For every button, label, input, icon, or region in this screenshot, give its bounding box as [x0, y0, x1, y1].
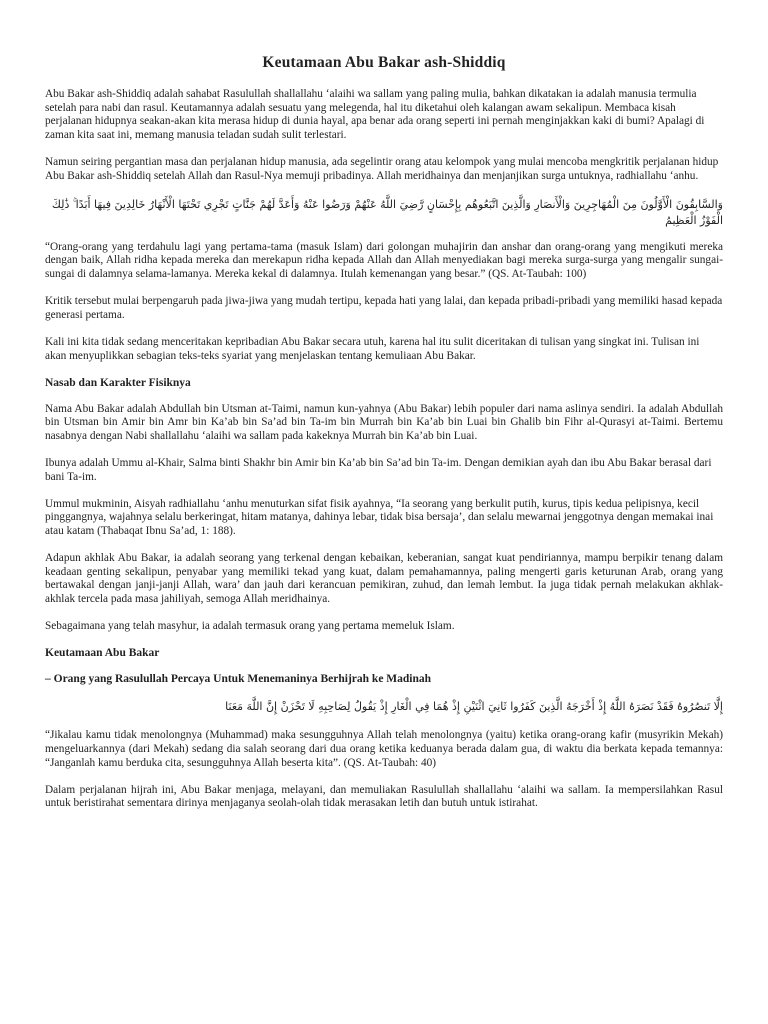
- verse-translation-taubah-100: “Orang-orang yang terdahulu lagi yang pertama-tama (masuk Islam) dari golongan muhajirin dan anshar dan orang-orang yang mengikuti mereka dengan baik, Allah ridha kepada mereka dan merekapun ridha kepada Allah dan Allah menyediakan bagi mereka surga-surga yang mengalir sungai-sungai di dalamnya selama-lamanya. Mereka kekal di dalamnya. Itulah kemenangan yang besar.” (QS. At-Taubah: 100): [45, 240, 723, 280]
- verse-translation-taubah-40: “Jikalau kamu tidak menolongnya (Muhammad) maka sesungguhnya Allah telah menolongnya (yaitu) ketika orang-orang kafir (musyrikin Mekah) mengeluarkannya (dari Mekah) sedang dia salah seorang dari dua orang ketika keduanya berada dalam gua, di waktu dia berkata kepada temannya: “Janganlah kamu berduka cita, sesungguhnya Allah beserta kita”. (QS. At-Taubah: 40): [45, 729, 723, 769]
- hijrah-paragraph: Dalam perjalanan hijrah ini, Abu Bakar menjaga, melayani, dan memuliakan Rasulullah shallallahu ‘alaihi wa sallam. Ia mempersilahkan Rasul untuk beristirahat sementara dirinya menjaganya seolah-olah tidak merasakan letih dan butuh untuk istirahat.: [45, 783, 723, 810]
- criticism-effect-paragraph: Kritik tersebut mulai berpengaruh pada jiwa-jiwa yang mudah tertipu, kepada hati yang lalai, dan kepada pribadi-pribadi yang memiliki hasad kepada generasi pertama.: [45, 295, 723, 321]
- nasab-paragraph: Nama Abu Bakar adalah Abdullah bin Utsman at-Taimi, namun kun-yahnya (Abu Bakar) lebih populer dari nama aslinya sendiri. Ia adalah Abdullah bin Utsman bin Amir bin Amr bin Ka’ab bin Sa’ad bin Ta-im bin Murrah bin Ka’ab bin Luai bin Ghalib bin Fihr al-Qurasyi at-Taimi. Bertemu nasabnya dengan Nabi shallallahu ‘alaihi wa sallam pada kakeknya Murrah bin Ka’ab bin Luai.: [45, 402, 723, 442]
- section-heading-nasab: Nasab dan Karakter Fisiknya: [45, 376, 191, 389]
- section-heading-keutamaan: Keutamaan Abu Bakar: [45, 647, 160, 660]
- character-paragraph: Adapun akhlak Abu Bakar, ia adalah seorang yang terkenal dengan kebaikan, keberanian, sangat kuat pendiriannya, mampu berpikir tenang dalam keadaan genting sekalipun, penyabar yang memiliki tekad yang kuat, dalam pemahamannya, paling mengerti garis keturunan Arab, orang yang bertawakal dengan janji-janji Allah, wara’ dan jauh dari kerancuan pemikiran, zuhud, dan lemah lembut. Ia juga tidak pernah melakukan akhlak-akhlak tercela pada masa jahiliyah, semoga Allah meridhainya.: [45, 552, 723, 605]
- physical-description-paragraph: Ummul mukminin, Aisyah radhiallahu ‘anhu menuturkan sifat fisik ayahnya, “Ia seorang yang berkulit putih, kurus, tipis kedua pelipisnya, kecil pinggangnya, wajahnya selalu berkeringat, hitam matanya, dahinya lebar, tidak bisa bersaja’, dan selalu mewarnai jenggotnya dengan memakai inai atau katam (Thabaqat Ibnu Sa’ad, 1: 188).: [45, 497, 714, 538]
- arabic-verse-taubah-100: وَالسَّابِقُونَ الْأَوَّلُونَ مِنَ الْمُهَاجِرِينَ وَالْأَنصَارِ وَالَّذِينَ اتَّبَعُوهُم بِإِحْسَانٍ رَّضِيَ اللَّهُ عَنْهُمْ وَرَضُوا عَنْهُ وَأَعَدَّ لَهُمْ جَنَّاتٍ تَجْرِي تَحْتَهَا الْأَنْهَارُ خَالِدِينَ فِيهَا أَبَدًا ۚ ذَٰلِكَ الْفَوْزُ الْعَظِيمُ: [51, 197, 723, 227]
- scope-paragraph: Kali ini kita tidak sedang menceritakan kepribadian Abu Bakar secara utuh, karena hal itu sulit diceritakan di tulisan yang singkat ini. Tulisan ini akan menyuplikkan sebagian teks-teks syariat yang menjelaskan tentang kemuliaan Abu Bakar.: [45, 335, 700, 362]
- mother-paragraph: Ibunya adalah Ummu al-Khair, Salma binti Shakhr bin Amir bin Ka’ab bin Sa’ad bin Ta-im. Dengan demikian ayah dan ibu Abu Bakar berasal dari bani Ta-im.: [45, 457, 712, 483]
- criticism-paragraph: Namun seiring pergantian masa dan perjalanan hidup manusia, ada segelintir orang atau kelompok yang mulai mencoba mengkritik perjalanan hidup Abu Bakar ash-Shiddiq setelah Allah dan Rasul-Nya memuji pribadinya. Allah meridhainya dan menjanjikan surga untuknya, radhiallahu ‘anhu.: [45, 155, 719, 182]
- subsection-heading-hijrah: – Orang yang Rasulullah Percaya Untuk Menemaninya Berhijrah ke Madinah: [45, 673, 432, 686]
- intro-paragraph: Abu Bakar ash-Shiddiq adalah sahabat Rasulullah shallallahu ‘alaihi wa sallam yang paling mulia, bahkan dikatakan ia adalah manusia termulia setelah para nabi dan rasul. Keutamannya adalah sesuatu yang melegenda, hal itu diketahui oleh kalangan awam sekalipun. Membaca kisah perjalanan hidupnya seakan-akan kita merasa hidup di dunia hayal, apa benar ada orang seperti ini pernah menginjakkan kaki di bumi? Apalagi di zaman kita saat ini, memang manusia teladan sudah sulit terlestari.: [45, 88, 705, 141]
- first-muslim-paragraph: Sebagaimana yang telah masyhur, ia adalah termasuk orang yang pertama memeluk Islam.: [45, 620, 455, 633]
- document-title: Keutamaan Abu Bakar ash-Shiddiq: [262, 54, 506, 71]
- arabic-verse-taubah-40: إِلَّا تَنصُرُوهُ فَقَدْ نَصَرَهُ اللَّهُ إِذْ أَخْرَجَهُ الَّذِينَ كَفَرُوا ثَانِيَ اثْنَيْنِ إِذْ هُمَا فِي الْغَارِ إِذْ يَقُولُ لِصَاحِبِهِ لَا تَحْزَنْ إِنَّ اللَّهَ مَعَنَا: [225, 700, 723, 714]
